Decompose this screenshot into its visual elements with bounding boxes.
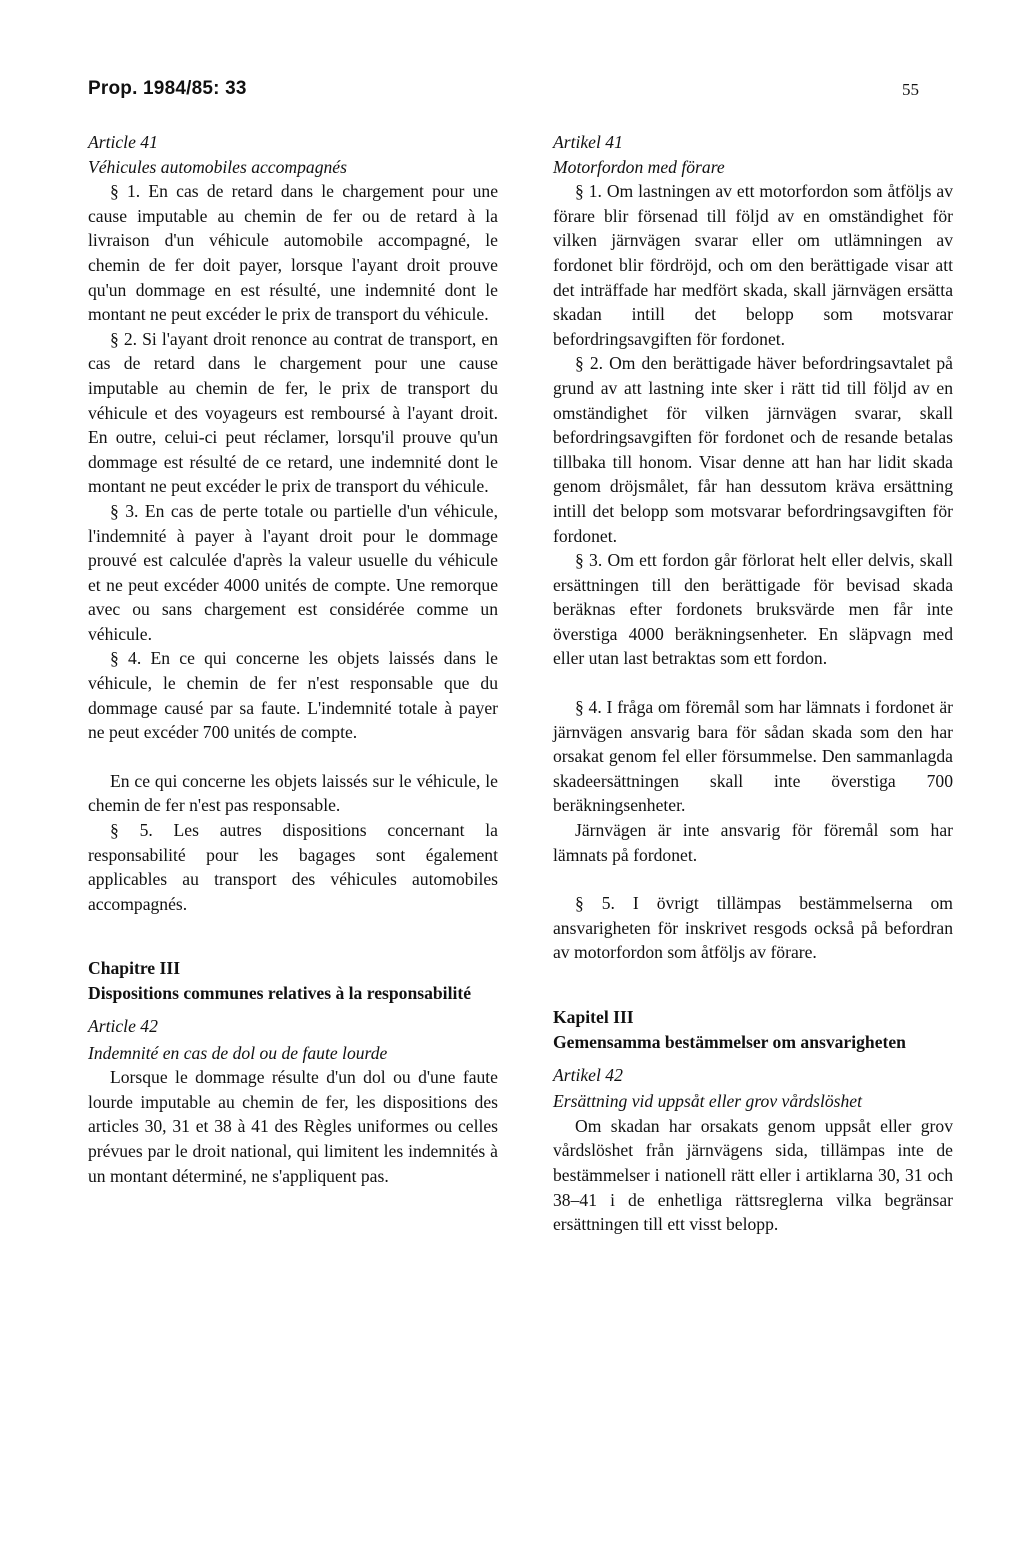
- chapter-label-sv: Kapitel III: [553, 1007, 634, 1027]
- chapter-title-sv: Gemensamma bestämmelser om ansvarigheten: [553, 1031, 906, 1052]
- article-42-label-fr: Article 42: [88, 1016, 158, 1036]
- article-41-para-5-fr: § 5. Les autres dispositions concernant la responsabilité pour les bagages sont également applicables au transport des véhicules automobiles accompagnés.: [88, 820, 498, 914]
- article-42-label-sv: Artikel 42: [553, 1064, 623, 1085]
- article-41-para-4-fr: § 4. En ce qui concerne les objets laissés dans le véhicule, le chemin de fer n'est responsable que du dommage causé par sa faute. L'indemnité totale à payer ne peut excéder 700 unités de compte.: [88, 648, 498, 743]
- article-41-label-sv: Artikel 41: [553, 132, 623, 152]
- article-41-subtitle-sv: Motorfordon med förare: [553, 156, 725, 177]
- chapter-label-fr: Chapitre III: [88, 958, 181, 979]
- article-41-subtitle-fr: Véhicules automobiles accompagnés: [88, 156, 347, 177]
- article-41-para-1-sv: § 1. Om lastningen av ett motorfordon som åtföljs av förare blir försenad till följd av en omständighet för vilken järnvägen svarar eller om utlämningen av fordonet blir fördröjd, och om den berättigade visar att det inträffade har medfört skada, skall järnvägen ersätta skadan intill det belopp som motsvarar befordringsavgiften för fordonet.: [553, 181, 953, 349]
- article-41-para-4b-sv: Järnvägen är inte ansvarig för föremål som har lämnats på fordonet.: [553, 820, 953, 865]
- article-42-subtitle-fr: Indemnité en cas de dol ou de faute lourde: [88, 1042, 388, 1063]
- article-41-para-3-sv: § 3. Om ett fordon går förlorat helt eller delvis, skall ersättningen till den berättigade för bevisad skada beräknas efter fordonets bruksvärde men får inte överstiga 4000 beräkningsenheter. En släpvagn med eller utan last betraktas som ett fordon.: [553, 550, 953, 669]
- french-column: [88, 130, 498, 1188]
- swedish-column: [553, 130, 953, 1237]
- article-42-subtitle-sv: Ersättning vid uppsåt eller grov vårdslöshet: [553, 1091, 863, 1112]
- chapter-title-fr: Dispositions communes relatives à la responsabilité: [88, 983, 472, 1003]
- article-41-para-4-sv: § 4. I fråga om föremål som har lämnats i fordonet är järnvägen ansvarig bara för sådan skada som den har orsakat genom fel eller försummelse. Den sammanlagda skadeersättningen skall inte överstiga 700 beräkningsenheter.: [553, 697, 953, 816]
- article-41-para-1-fr: § 1. En cas de retard dans le chargement pour une cause imputable au chemin de fer ou de retard à la livraison d'un véhicule automobile accompagné, le chemin de fer doit payer, lorsque l'ayant droit prouve qu'un dommage en est résulté, une indemnité dont le montant ne peut excéder le prix de transport du véhicule.: [88, 181, 498, 325]
- article-41-para-4b-fr: En ce qui concerne les objets laissés sur le véhicule, le chemin de fer n'est pas responsable.: [88, 770, 498, 816]
- article-42-para-1-sv: Om skadan har orsakats genom uppsåt eller grov vårdslöshet från järnvägens sida, tillämpas inte de bestämmelser i nationell rätt eller i artiklarna 30, 31 och 38–41 i de enhetliga rättsreglerna vilka begränsar ersättningen till ett visst belopp.: [553, 1115, 953, 1235]
- article-41-para-5-sv: § 5. I övrigt tillämpas bestämmelserna om ansvarigheten för inskrivet resgods också på befordran av motorfordon som åtföljs av förare.: [553, 893, 953, 963]
- article-41-para-3-fr: § 3. En cas de perte totale ou partielle d'un véhicule, l'indemnité à payer à l'ayant droit pour le dommage prouvé est calculée d'après la valeur usuelle du véhicule et ne peut excéder 4000 unités de compte. Une remorque avec ou sans chargement est considérée comme un véhicule.: [88, 500, 498, 644]
- article-41-para-2-sv: § 2. Om den berättigade häver befordringsavtalet på grund av att lastning inte sker i rätt tid till följd av en omständighet för vilken järnvägen svarar, skall befordringsavgiften för fordonet och de resande betalas tillbaka till honom. Visar denne att han har lidit skada genom dröjsmålet, får han dessutom kräva ersättning intill det belopp som motsvarar befordringsavgiften för fordonet.: [553, 353, 953, 546]
- article-41-para-2-fr: § 2. Si l'ayant droit renonce au contrat de transport, en cas de retard dans le chargement pour une cause imputable au chemin de fer, le prix de transport du véhicule et des voyageurs est remboursé à l'ayant droit. En outre, celui-ci peut réclamer, lorsqu'il prouve qu'un dommage est résulté de ce retard, une indemnité dont le montant ne peut excéder le prix de transport du véhicule.: [88, 328, 498, 497]
- article-41-label-fr: Article 41: [88, 132, 158, 152]
- document-reference: Prop. 1984/85: 33: [88, 78, 247, 99]
- article-42-para-1-fr: Lorsque le dommage résulte d'un dol ou d'une faute lourde imputable au chemin de fer, les dispositions des articles 30, 31 et 38 à 41 des Règles uniformes ou celles prévues par le droit national, qui limitent les indemnités à un montant déterminé, ne s'appliquent pas.: [88, 1067, 498, 1186]
- page-number: 55: [902, 80, 919, 99]
